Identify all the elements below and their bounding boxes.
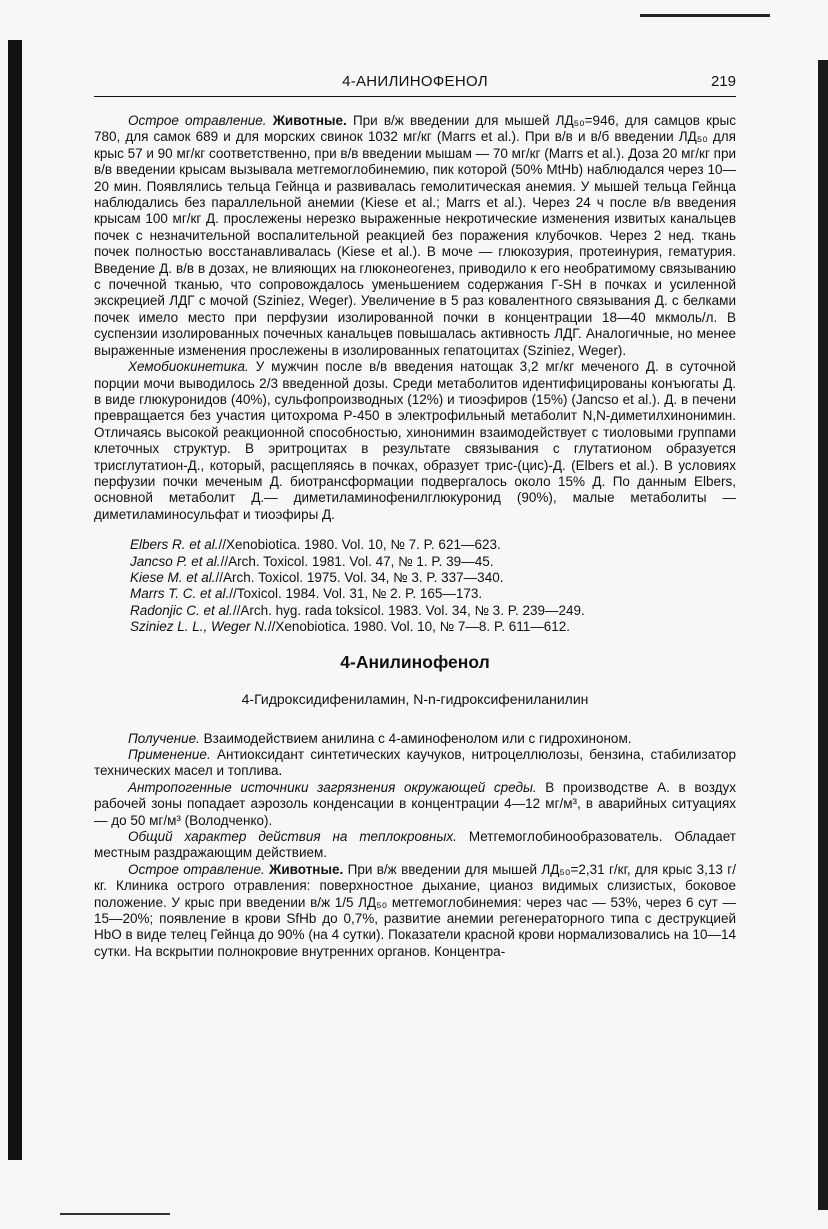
scan-shadow-right bbox=[818, 60, 828, 1210]
reference-source: //Xenobiotica. 1980. Vol. 10, № 7. P. 621—623. bbox=[218, 537, 501, 553]
paragraph-text: При в/ж введении для мышей ЛД₅₀=946, для самцов крыс 780, для самок 689 и для морских свинок 1032 мг/кг (Marrs et al.). При в/в и в/б введении ЛД₅₀ для крыс 57 и 90 мг/кг соответственно, при в/в введении мышам — 70 мг/кг (Marrs et al.). Доза 20 мг/кг при в/в введении крысам вызывала метгемоглобинемию, пик которой (50% MtHb) наблюдался через 10—20 мин. Появлялись тельца Гейнца и развивалась гемолитическая анемия. У мышей тельца Гейнца наблюдались без параллельной анемии (Kiese et al.; Marrs et al.). Через 24 ч после в/в введения крысам 100 мг/кг Д. прослежены нерезко выраженные некротические изменения извитых канальцев почек с незначительной воспалительной реакцией без поражения клубочков. Через 2 нед. ткань почек полностью восстанавливалась (Kiese et al.). В моче — глюкозурия, протеинурия, гематурия. Введение Д. в/в в дозах, не влияющих на глюконеогенез, приводило к его необратимому связыванию с почечной тканью, что сопровождалось уменьшением содержания Г-SH в почках и усиленной экскрецией ЛДГ с мочой (Sziniez, Weger). Увеличение в 5 раз ковалентного связывания Д. с белками почек имело место при перфузии изолированной почки в концентрации 18—40 мкмоль/л. В суспензии изолированных почечных канальцев повышалась активность ЛДГ. Аналогичные, но менее выраженные изменения прослежены в изолированных гепатоцитах (Sziniez, Weger). bbox=[94, 113, 736, 358]
running-title: 4-АНИЛИНОФЕНОЛ bbox=[342, 73, 488, 90]
reference-author: Jancso P. et al. bbox=[130, 553, 221, 569]
reference-author: Radonjic C. et al. bbox=[130, 602, 233, 618]
paragraph-acute-poisoning bbox=[94, 113, 736, 359]
book-page bbox=[94, 70, 736, 960]
section-subtitle: 4-Гидроксидифениламин, N-n-гидроксифениланилин bbox=[241, 690, 589, 707]
article-continuation bbox=[94, 113, 736, 523]
paragraph-text: Метгемоглобинообразователь. Обладает местным раздражающим действием. bbox=[94, 829, 736, 861]
reference-author: Kiese M. et al. bbox=[130, 569, 216, 585]
paragraph-text: При в/ж введении для мышей ЛД₅₀=2,31 г/кг, для крыс 3,13 г/кг. Клиника острого отравления: поверхностное дыхание, цианоз видимых слизистых, боковое положение. У крыс при введении в/ж 1/5 ЛД₅₀ метгемоглобинемия: через час — 53%, через 6 сут — 15—20%; появление в крови SfHb до 0,7%, развитие анемии регенераторного типа с деструкцией HbO в виде телец Гейнца до 90% (на 4 сутки). Показатели красной крови нормализовались на 10—14 сутки. На вскрытии полнокровие внутренних органов. Концентра- bbox=[94, 861, 736, 959]
reference-item bbox=[130, 586, 736, 602]
reference-item bbox=[130, 537, 736, 553]
page-number: 219 bbox=[710, 73, 736, 90]
reference-item bbox=[130, 603, 736, 619]
reference-author: Marrs T. C. et al. bbox=[130, 586, 230, 602]
paragraph-lead: Острое отравление. bbox=[128, 113, 267, 128]
paragraph-chemobiokinetics bbox=[94, 359, 736, 523]
reference-source: //Arch. Toxicol. 1981. Vol. 47, № 1. P. 39—45. bbox=[220, 553, 494, 569]
paragraph-lead: Антропогенные источники загрязнения окружающей среды. bbox=[128, 779, 537, 795]
paragraph-lead: Общий характер действия на теплокровных. bbox=[128, 829, 457, 845]
reference-source: //Arch. Toxicol. 1975. Vol. 34, № 3. P. 337—340. bbox=[215, 569, 504, 585]
paragraph-lead: Хемобиокинетика. bbox=[128, 359, 249, 375]
reference-author: Sziniez L. L., Weger N. bbox=[130, 619, 268, 635]
paragraph-acute-poisoning-2 bbox=[94, 862, 736, 960]
reference-item bbox=[130, 554, 736, 570]
section-title: 4-Анилинофенол bbox=[340, 651, 490, 672]
scan-mark-top bbox=[640, 14, 770, 17]
paragraph-lead: Применение. bbox=[128, 747, 211, 762]
paragraph-lead: Острое отравление. bbox=[128, 861, 265, 877]
paragraph-bold-label: Животные. bbox=[269, 861, 344, 877]
paragraph-lead: Получение. bbox=[128, 730, 200, 746]
paragraph-text: В производстве А. в воздух рабочей зоны попадает аэрозоль конденсации в концентрации 4—12 мг/м³, в аварийных ситуациях — до 50 мг/м³ (Володченко). bbox=[94, 779, 736, 828]
paragraph-text: Взаимодействием анилина с 4-аминофенолом или с гидрохиноном. bbox=[203, 730, 632, 746]
paragraph-application bbox=[94, 747, 736, 780]
reference-item bbox=[130, 570, 736, 586]
scan-shadow-left bbox=[8, 40, 22, 1160]
paragraph-text: У мужчин после в/в введения натощак 3,2 мг/кг меченого Д. в суточной порции мочи выводилось 2/3 введенной дозы. Среди метаболитов идентифицированы конъюгаты Д. в виде глюкуронидов (40%), сульфопроизводных (12%) и тиоэфиров (15%) (Jancso et al.). Д. в печени превращается без участия цитохрома Р-450 в электрофильный метаболит N,N-диметилхинонимин. Отличаясь высокой реакционной способностью, хинонимин взаимодействует с тиоловыми группами клеточных структур. В эритроцитах в результате связывания с глутатионом образуется трисглутатион-Д., который, расщепляясь в почках, образует трис-(цис)-Д. (Elbers et al.). В условиях перфузии почки меченым Д. биотрансформации подвергалось около 15% Д. По данным Elbers, основной метаболит Д.— диметиламинофенилглюкуронид (90%), малые метаболиты — диметиламиносульфат и тиоэфиры Д. bbox=[94, 359, 736, 522]
paragraph-bold-label: Животные. bbox=[272, 113, 347, 128]
reference-item bbox=[130, 619, 736, 635]
reference-source: //Toxicol. 1984. Vol. 31, № 2. P. 165—173. bbox=[229, 586, 483, 602]
scan-mark-bottom bbox=[60, 1213, 170, 1215]
paragraph-production bbox=[94, 731, 736, 747]
reference-list bbox=[94, 537, 736, 635]
reference-source: //Xenobiotica. 1980. Vol. 10, № 7—8. P. 611—612. bbox=[267, 619, 571, 635]
reference-author: Elbers R. et al. bbox=[130, 537, 219, 553]
running-head bbox=[94, 70, 736, 97]
paragraph-sources bbox=[94, 780, 736, 829]
paragraph-general-action bbox=[94, 829, 736, 862]
paragraph-text: Антиоксидант синтетических каучуков, нитроцеллюлозы, бензина, стабилизатор технических масел и топлива. bbox=[94, 747, 736, 779]
reference-source: //Arch. hyg. rada toksicol. 1983. Vol. 34, № 3. P. 239—249. bbox=[232, 602, 585, 618]
article-body bbox=[94, 731, 736, 961]
